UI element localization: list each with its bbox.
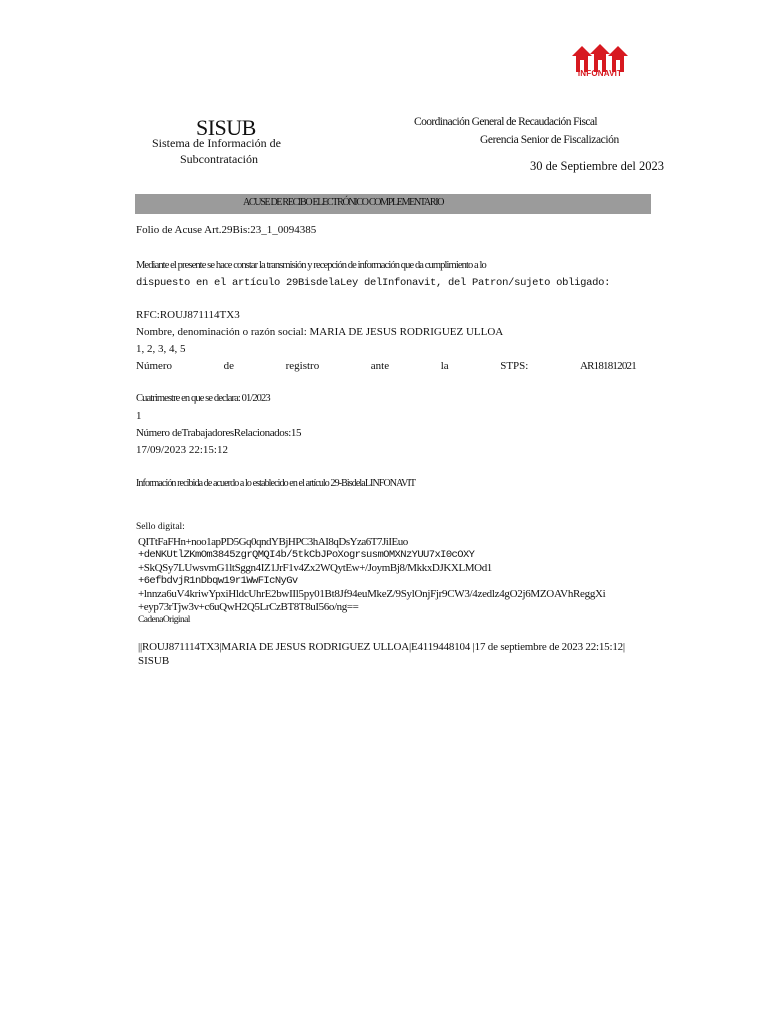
cuatrimestre-text: Cuatrimestre en que se declara: 01/2023	[136, 393, 270, 404]
cadena-line1: ||ROUJ871114TX3|MARIA DE JESUS RODRIGUEZ ULLOA|E4119448104 |17 de septiembre de 2023 22:15:12|	[138, 641, 625, 653]
stps-word: ante	[370, 360, 390, 372]
cadena-line2: SISUB	[138, 655, 170, 667]
folio-text: Folio de Acuse Art.29Bis:23_1_0094385	[136, 224, 317, 236]
informacion-text: Información recibida de acuerdo a lo establecido en el artículo 29-BisdelaLINFONAVIT	[136, 478, 416, 489]
document-date: 30 de Septiembre del 2023	[530, 159, 664, 173]
stps-word: registro	[285, 360, 320, 372]
sello-line: +deNKUtlZKmOm3845zgrQMQI4b/5tkCbJPoXogrsusmOMXNzYUU7xI0cOXY	[138, 549, 475, 561]
rfc-text: RFC:ROUJ871114TX3	[136, 309, 240, 321]
sello-line: +SkQSy7LUwsvmG1ltSggn4IZ1JrF1v4Zx2WQytEw+/JoymBj8/MkkxDJKXLMOd1	[138, 562, 492, 574]
sello-line: QITtFaFHn+noo1apPD5Gq0qndYBjHPC3hAI8qDsYza6T7JiIEuo	[138, 536, 408, 548]
stps-word: STPS:	[500, 360, 529, 372]
timestamp-text: 17/09/2023 22:15:12	[136, 444, 228, 456]
stps-number: AR181812021	[579, 360, 636, 372]
system-subtitle-line1: Sistema de Información de	[152, 136, 281, 150]
stps-registration-row	[136, 360, 636, 372]
sello-line: +lnnza6uV4kriwYpxiHldcUhrE2bwIIl5py01Bt8Jf94euMkeZ/9SylOnjFjr9CW3/4zedlz4gO2j6MZOAVhReggXi	[138, 588, 606, 600]
sello-line: +eyp73rTjw3v+c6uQwH2Q5LrCzBT8T8uI56o/ng==	[138, 601, 359, 613]
system-subtitle-line2: Subcontratación	[180, 152, 258, 166]
intro-line2: dispuesto en el artículo 29BisdelaLey delInfonavit, del Patron/sujeto obligado:	[136, 277, 611, 289]
numeros-text: 1, 2, 3, 4, 5	[136, 343, 186, 355]
management-name: Gerencia Senior de Fiscalización	[480, 134, 619, 146]
cadena-label: CadenaOriginal	[138, 615, 190, 625]
uno-text: 1	[136, 410, 142, 422]
nombre-text: Nombre, denominación o razón social: MARIA DE JESUS RODRIGUEZ ULLOA	[136, 326, 504, 338]
title-banner	[135, 194, 651, 214]
trabajadores-text: Número deTrabajadoresRelacionados:15	[136, 427, 302, 439]
system-title: SISUB	[196, 115, 256, 140]
sello-line: +6efbdvjR1nDbqw19r1WwFIcNyGv	[138, 575, 298, 587]
banner-title: ACUSE DE RECIBO ELECTRÓNICO COMPLEMENTARIO	[243, 197, 444, 208]
sello-label: Sello digital:	[136, 522, 185, 532]
stps-word: de	[223, 360, 235, 372]
coordination-name: Coordinación General de Recaudación Fiscal	[414, 116, 598, 128]
stps-word: la	[440, 360, 449, 372]
stps-word: Número	[136, 360, 173, 372]
logo-text: INFONAVIT	[577, 69, 623, 78]
intro-line1: Mediante el presente se hace constar la transmisión y recepción de información que da cumplimiento a lo	[136, 260, 486, 271]
